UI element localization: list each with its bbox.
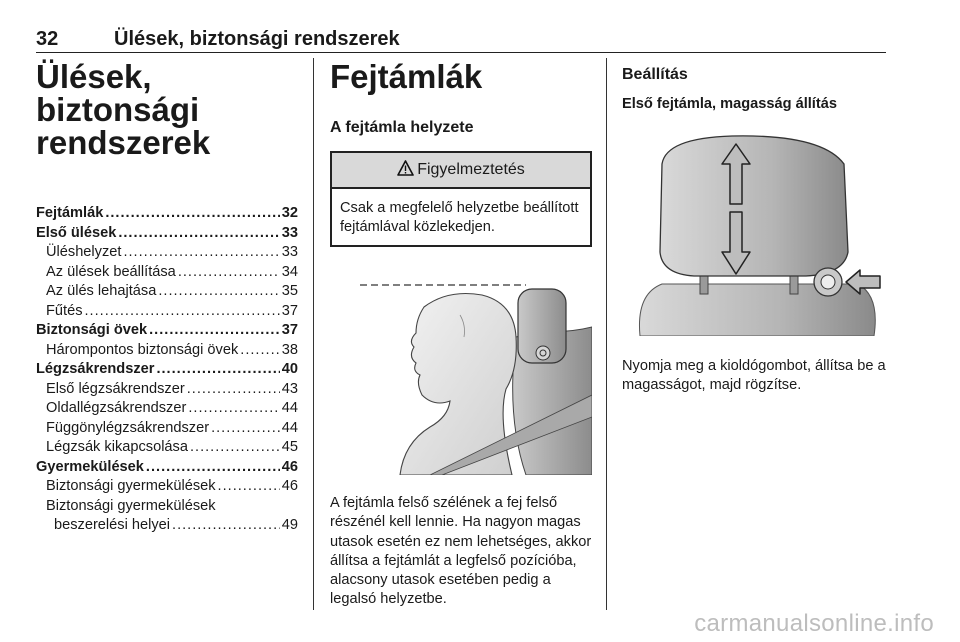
toc-entry[interactable] xyxy=(36,498,298,518)
running-title: Ülések, biztonsági rendszerek xyxy=(114,28,400,50)
toc-entry-page: 33 xyxy=(281,244,298,260)
toc-entry[interactable] xyxy=(36,205,298,225)
body-text: Nyomja meg a kioldógombot, állítsa be a magasságot, majd rögzítse. xyxy=(622,358,886,394)
headrest-column xyxy=(330,60,592,610)
toc-entry[interactable] xyxy=(36,439,298,459)
page-number: 32 xyxy=(36,28,59,50)
toc-entry[interactable] xyxy=(36,322,298,342)
toc-leader-dots xyxy=(156,361,279,377)
toc-leader-dots xyxy=(85,303,280,319)
toc-entry-label: Légzsák kikapcsolása xyxy=(46,439,188,455)
warning-title: Figyelmeztetés xyxy=(417,161,525,178)
toc-entry-page: 45 xyxy=(281,439,298,455)
toc-entry-label: Biztonsági gyermekülések xyxy=(46,497,216,514)
toc-leader-dots xyxy=(149,322,280,338)
toc-entry-label: Az ülés lehajtása xyxy=(46,283,157,299)
toc-column xyxy=(36,60,298,537)
toc-leader-dots xyxy=(146,459,280,475)
toc-leader-dots xyxy=(123,244,279,260)
chapter-title: Ülések, biztonsági rendszerek xyxy=(36,58,211,161)
toc-entry-label: beszerelési helyei xyxy=(54,517,171,533)
toc-entry-label: Fejtámlák xyxy=(36,205,104,221)
column-divider-2 xyxy=(606,58,607,610)
toc-entry-label: Első légzsákrendszer xyxy=(46,380,185,397)
toc-entry-page: 34 xyxy=(281,263,298,280)
subheading: A fejtámla helyzete xyxy=(330,119,474,136)
toc-entry-page: 35 xyxy=(281,283,298,299)
toc-entry-page: 44 xyxy=(281,400,298,416)
toc-leader-dots xyxy=(158,283,279,299)
toc-leader-dots xyxy=(188,400,279,416)
toc-entry-page: 46 xyxy=(281,478,298,494)
toc-entry-label: Gyermekülések xyxy=(36,458,144,475)
column-divider-1 xyxy=(313,58,314,610)
toc-entry-page: 49 xyxy=(281,517,298,533)
toc-leader-dots xyxy=(187,381,280,397)
warning-triangle-icon xyxy=(397,160,414,181)
toc-entry-page: 46 xyxy=(281,458,298,475)
toc-leader-dots xyxy=(240,342,280,358)
toc-leader-dots xyxy=(118,225,279,241)
warning-box xyxy=(330,151,592,247)
toc-entry[interactable] xyxy=(36,225,298,245)
toc-entry-label: Üléshelyzet xyxy=(46,244,122,260)
toc-entry[interactable] xyxy=(36,478,298,498)
toc-entry[interactable] xyxy=(36,342,298,362)
toc-entry[interactable] xyxy=(36,400,298,420)
watermark: carmanualsonline.info xyxy=(694,610,934,637)
toc-leader-dots xyxy=(178,264,280,280)
toc-entry-label: Biztonsági övek xyxy=(36,322,148,338)
warning-header xyxy=(332,153,590,189)
toc-entry[interactable] xyxy=(36,459,298,479)
toc-leader-dots xyxy=(172,517,280,533)
toc-entry-page: 43 xyxy=(281,380,298,397)
toc-entry[interactable] xyxy=(36,264,298,284)
toc-entry-label: Oldallégzsákrendszer xyxy=(46,400,187,416)
toc-entry[interactable] xyxy=(36,381,298,401)
toc-entry-page: 33 xyxy=(281,224,298,241)
headrest-adjust-illustration xyxy=(622,124,884,336)
section-title: Fejtámlák xyxy=(330,58,483,95)
table-of-contents xyxy=(36,205,298,537)
toc-entry-label: Biztonsági gyermekülések xyxy=(46,478,216,494)
toc-entry-label: Első ülések xyxy=(36,224,117,241)
toc-entry-page: 37 xyxy=(281,322,298,338)
toc-leader-dots xyxy=(105,205,279,221)
toc-entry[interactable] xyxy=(36,517,298,537)
heading: Beállítás xyxy=(622,66,688,83)
toc-entry-page: 37 xyxy=(281,302,298,319)
toc-entry[interactable] xyxy=(36,244,298,264)
toc-entry-page: 38 xyxy=(281,341,298,358)
body-text: A fejtámla felső szélének a fej felső részénél kell lennie. Ha nagyon magas utasok esetén ez nem lehetséges, akkor állítsa a fejtámlát a legfelső pozícióba, alacsony utasok esetében pedig a legalsó helyzetbe. xyxy=(330,495,592,608)
toc-entry[interactable] xyxy=(36,420,298,440)
page-header xyxy=(36,26,886,53)
toc-entry-label: Fűtés xyxy=(46,302,83,319)
toc-entry-label: Az ülések beállítása xyxy=(46,263,176,280)
toc-entry-label: Függönylégzsákrendszer xyxy=(46,419,210,436)
headrest-position-illustration xyxy=(330,267,592,475)
toc-leader-dots xyxy=(218,478,280,494)
toc-leader-dots xyxy=(211,420,280,436)
toc-entry[interactable] xyxy=(36,361,298,381)
toc-entry-label: Hárompontos biztonsági övek xyxy=(46,341,239,358)
toc-entry-page: 40 xyxy=(281,361,298,377)
warning-text: Csak a megfelelő helyzetbe beállított fejtámlával közlekedjen. xyxy=(340,200,579,235)
toc-entry[interactable] xyxy=(36,283,298,303)
toc-leader-dots xyxy=(190,439,280,455)
toc-entry-label: Légzsákrendszer xyxy=(36,361,155,377)
toc-entry-page: 44 xyxy=(281,419,298,436)
toc-entry[interactable] xyxy=(36,303,298,323)
toc-entry-page: 32 xyxy=(281,205,298,221)
adjustment-column xyxy=(622,60,887,396)
subheading: Első fejtámla, magasság állítás xyxy=(622,96,837,112)
